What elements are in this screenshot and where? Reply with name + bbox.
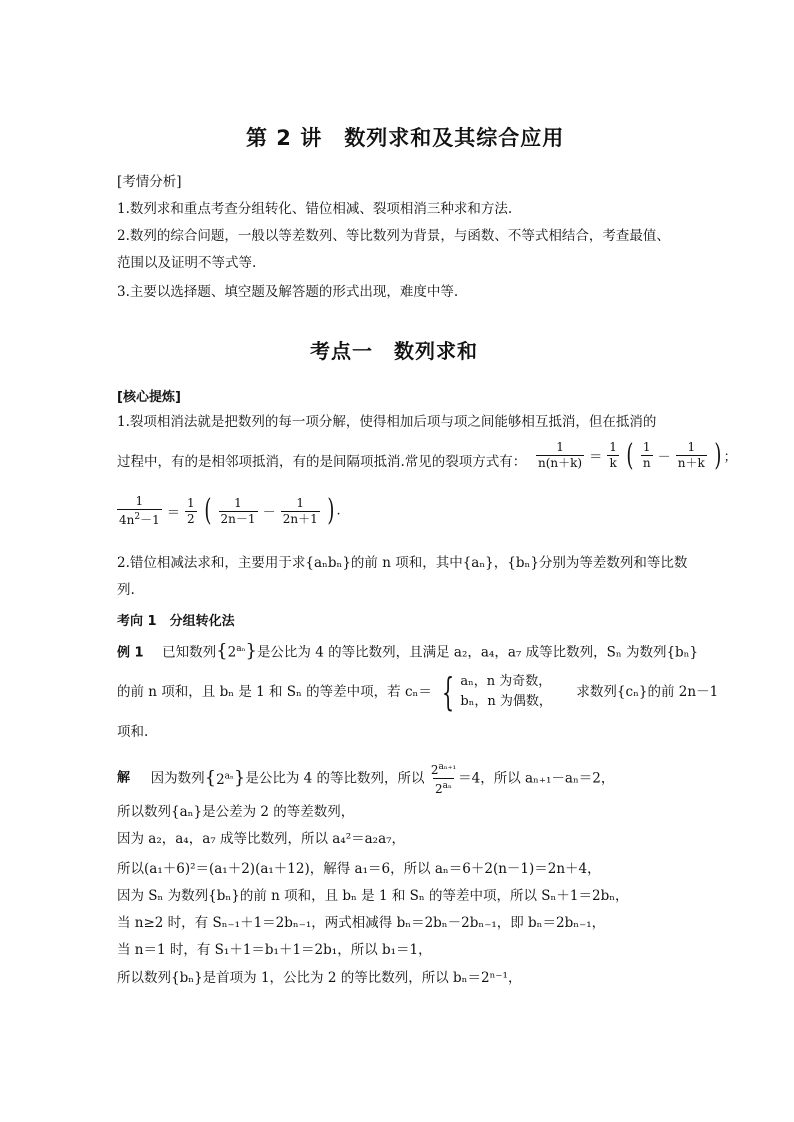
analysis-item: 2.数列的综合问题，一般以等差数列、等比数列为背景，与函数、不等式相结合，考查最值、 — [117, 228, 670, 244]
analysis-heading: [考情分析] — [117, 174, 182, 190]
formula-split-1: $\frac{1}{n(n+k)}$ ＝ $\frac{1}{k}$ ( $\frac{1}{n}$ － $\frac{1}{n+k}$ ) ； — [538, 437, 737, 473]
solution-line: 因为 a₂，a₄，a₇ 成等比数列，所以 a₄²＝a₂a₇， — [117, 831, 406, 847]
core-heading: [核心提炼] — [117, 390, 181, 405]
solution-line: 所以(a₁＋6)²＝(a₁＋2)(a₁＋12)，解得 a₁＝6，所以 aₙ＝6＋2(n－1)＝2n＋4， — [117, 861, 601, 877]
example-label: 例 1 — [117, 645, 144, 661]
example-line3: 项和. — [117, 724, 149, 740]
solution-line: 当 n＝1 时，有 S₁＋1＝b₁＋1＝2b₁，所以 b₁＝1， — [117, 942, 432, 958]
solution-line: 所以数列{aₙ}是公差为 2 的等差数列， — [117, 804, 355, 820]
page-title: 第 2 讲 数列求和及其综合应用 — [246, 126, 565, 150]
analysis-item: 3.主要以选择题、填空题及解答题的形式出现，难度中等. — [117, 284, 459, 300]
core-p1-line2: 过程中，有的是相邻项抵消，有的是间隔项抵消.常见的裂项方式有： — [117, 454, 527, 470]
example-line2: 的前 n 项和，且 bₙ 是 1 和 Sₙ 的等差中项，若 cₙ＝ { aₙ，n 为奇数， bₙ，n 为偶数， 求数列{cₙ}的前 2n－1 — [117, 670, 719, 714]
solution-label: 解 — [117, 770, 131, 786]
formula-split-2: $\frac{1}{4n^2-1}$ ＝ $\frac{1}{2}$ ( $\frac{1}{2n-1}$ － $\frac{1}{2n+1}$ ) . — [119, 493, 341, 528]
ratio-fraction: $\frac{2^{a_{n+1}}}{2^{a_n}}$ — [430, 762, 457, 796]
solution-line1: 解 因为数列$\{2^{a_n}\}$是公比为 4 的等比数列，所以 $\frac{2^{a_{n+1}}}{2^{a_n}}$ ＝4，所以 aₙ₊₁－aₙ＝2， — [117, 762, 615, 796]
solution-line: 所以数列{bₙ}是首项为 1，公比为 2 的等比数列，所以 bₙ＝2ⁿ⁻¹， — [117, 970, 522, 986]
analysis-item: 范围以及证明不等式等. — [117, 255, 257, 271]
core-p2-line2: 列. — [117, 582, 135, 598]
solution-line: 当 n≥2 时，有 Sₙ₋₁＋1＝2bₙ₋₁，两式相减得 bₙ＝2bₙ－2bₙ₋₁，即 bₙ＝2bₙ₋₁， — [117, 915, 606, 931]
section-title: 考点一 数列求和 — [310, 339, 478, 363]
core-p1-line1: 1.裂项相消法就是把数列的每一项分解，使得相加后项与项之间能够相互抵消，但在抵消的 — [117, 414, 657, 430]
topic-heading: 考向 1 分组转化法 — [117, 614, 235, 629]
piecewise-def: { aₙ，n 为奇数， bₙ，n 为偶数， — [442, 670, 552, 714]
example-line1: 例 1 已知数列$\{2^{a_n}\}$是公比为 4 的等比数列，且满足 a₂，a₄，a₇ 成等比数列，Sₙ 为数列{bₙ} — [117, 640, 699, 662]
core-p2-line1: 2.错位相减法求和，主要用于求{aₙbₙ}的前 n 项和，其中{aₙ}，{bₙ}分别为等差数列和等比数 — [117, 555, 688, 571]
solution-line: 因为 Sₙ 为数列{bₙ}的前 n 项和，且 bₙ 是 1 和 Sₙ 的等差中项，所以 Sₙ＋1＝2bₙ， — [117, 888, 629, 904]
analysis-item: 1.数列求和重点考查分组转化、错位相减、裂项相消三种求和方法. — [117, 201, 513, 217]
